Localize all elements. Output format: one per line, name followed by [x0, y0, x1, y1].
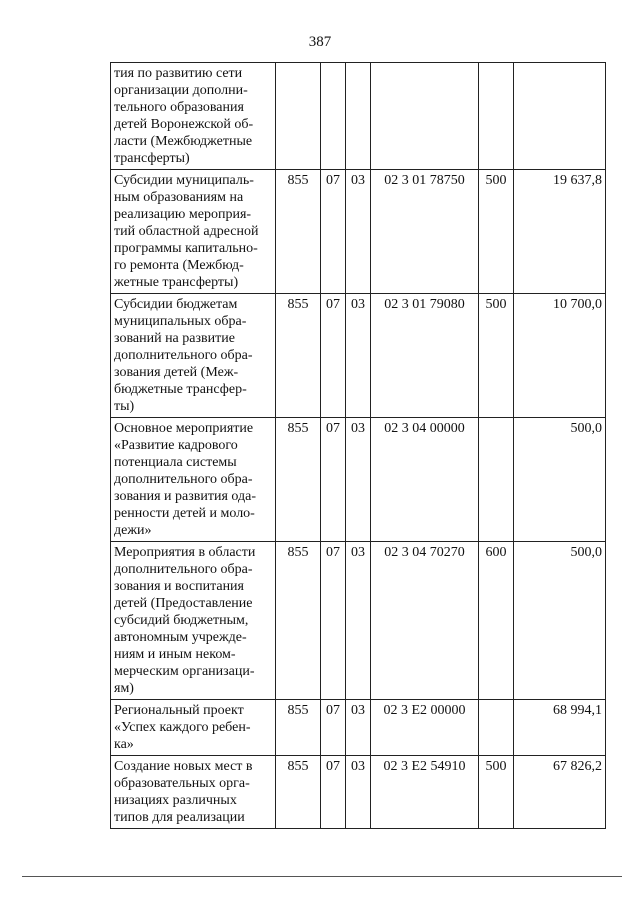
- target-article-cell: 02 3 E2 54910: [371, 756, 479, 829]
- grbs-cell: 855: [276, 294, 321, 418]
- item-name-line: трансферты): [114, 151, 190, 166]
- item-name-line: зования и развития ода-: [114, 489, 256, 504]
- item-name-cell: [111, 756, 276, 829]
- item-name-line: образовательных орга-: [114, 776, 250, 791]
- item-name-line: «Развитие кадрового: [114, 438, 238, 453]
- page-bottom-rule: [22, 876, 622, 877]
- subsection-cell: [346, 63, 371, 170]
- item-name-line: Мероприятия в области: [114, 545, 256, 560]
- table-row: [111, 756, 606, 829]
- item-name-line: зования и воспитания: [114, 579, 244, 594]
- amount-cell: 19 637,8: [514, 170, 606, 294]
- item-name-line: дополнительного обра-: [114, 562, 253, 577]
- section-cell: 07: [321, 700, 346, 756]
- expense-type-cell: [479, 63, 514, 170]
- section-cell: 07: [321, 418, 346, 542]
- grbs-cell: 855: [276, 418, 321, 542]
- section-cell: 07: [321, 756, 346, 829]
- item-name-line: низациях различных: [114, 793, 237, 808]
- item-name-line: автономным учрежде-: [114, 630, 247, 645]
- item-name-line: ренности детей и моло-: [114, 506, 255, 521]
- table-row: [111, 63, 606, 170]
- subsection-cell: 03: [346, 700, 371, 756]
- page-number: 387: [308, 34, 332, 50]
- item-name-cell: [111, 294, 276, 418]
- subsection-cell: 03: [346, 542, 371, 700]
- grbs-cell: 855: [276, 700, 321, 756]
- item-name-line: ниям и иным неком-: [114, 647, 236, 662]
- target-article-cell: 02 3 04 00000: [371, 418, 479, 542]
- item-name-line: программы капитально-: [114, 241, 258, 256]
- item-name-line: Региональный проект: [114, 703, 244, 718]
- table-row: [111, 418, 606, 542]
- item-name-line: Субсидии муниципаль-: [114, 173, 254, 188]
- item-name-line: реализацию мероприя-: [114, 207, 252, 222]
- item-name-line: дополнительного обра-: [114, 472, 253, 487]
- item-name-line: зования детей (Меж-: [114, 365, 239, 380]
- grbs-cell: 855: [276, 542, 321, 700]
- item-name-cell: [111, 63, 276, 170]
- item-name-line: ласти (Межбюджетные: [114, 134, 253, 149]
- subsection-cell: 03: [346, 294, 371, 418]
- target-article-cell: 02 3 E2 00000: [371, 700, 479, 756]
- expense-type-cell: 500: [479, 170, 514, 294]
- subsection-cell: 03: [346, 418, 371, 542]
- subsection-cell: 03: [346, 756, 371, 829]
- item-name-line: тия по развитию сети: [114, 66, 243, 81]
- item-name-line: организации дополни-: [114, 83, 248, 98]
- table-row: [111, 700, 606, 756]
- amount-cell: 68 994,1: [514, 700, 606, 756]
- item-name-line: тельного образования: [114, 100, 244, 115]
- item-name-line: ям): [114, 681, 134, 696]
- amount-cell: 500,0: [514, 542, 606, 700]
- item-name-line: зований на развитие: [114, 331, 235, 346]
- amount-cell: 10 700,0: [514, 294, 606, 418]
- target-article-cell: 02 3 04 70270: [371, 542, 479, 700]
- item-name-line: «Успех каждого ребен-: [114, 720, 251, 735]
- budget-table: [110, 62, 606, 829]
- table-row: [111, 542, 606, 700]
- item-name-cell: [111, 170, 276, 294]
- amount-cell: 67 826,2: [514, 756, 606, 829]
- item-name-line: тий областной адресной: [114, 224, 259, 239]
- item-name-cell: [111, 542, 276, 700]
- grbs-cell: 855: [276, 170, 321, 294]
- expense-type-cell: 500: [479, 294, 514, 418]
- item-name-line: детей (Предоставление: [114, 596, 253, 611]
- item-name-cell: [111, 418, 276, 542]
- item-name-line: ты): [114, 399, 135, 414]
- item-name-line: типов для реализации: [114, 810, 245, 825]
- target-article-cell: 02 3 01 78750: [371, 170, 479, 294]
- item-name-cell: [111, 700, 276, 756]
- table-body: [111, 63, 606, 829]
- item-name-line: потенциала системы: [114, 455, 237, 470]
- item-name-line: жетные трансферты): [114, 275, 239, 290]
- expense-type-cell: 600: [479, 542, 514, 700]
- item-name-line: Основное мероприятие: [114, 421, 254, 436]
- item-name-line: Создание новых мест в: [114, 759, 253, 774]
- section-cell: [321, 63, 346, 170]
- expense-type-cell: [479, 418, 514, 542]
- target-article-cell: [371, 63, 479, 170]
- table-row: [111, 170, 606, 294]
- item-name-line: ным образованиям на: [114, 190, 244, 205]
- item-name-line: го ремонта (Межбюд-: [114, 258, 244, 273]
- subsection-cell: 03: [346, 170, 371, 294]
- expense-type-cell: [479, 700, 514, 756]
- expense-type-cell: 500: [479, 756, 514, 829]
- grbs-cell: 855: [276, 756, 321, 829]
- target-article-cell: 02 3 01 79080: [371, 294, 479, 418]
- grbs-cell: [276, 63, 321, 170]
- amount-cell: 500,0: [514, 418, 606, 542]
- item-name-line: ка»: [114, 737, 134, 752]
- item-name-line: субсидий бюджетным,: [114, 613, 249, 628]
- section-cell: 07: [321, 542, 346, 700]
- item-name-line: мерческим организаци-: [114, 664, 255, 679]
- item-name-line: Субсидии бюджетам: [114, 297, 238, 312]
- item-name-line: дежи»: [114, 523, 152, 538]
- section-cell: 07: [321, 294, 346, 418]
- item-name-line: детей Воронежской об-: [114, 117, 254, 132]
- item-name-line: дополнительного обра-: [114, 348, 253, 363]
- item-name-line: муниципальных обра-: [114, 314, 247, 329]
- amount-cell: [514, 63, 606, 170]
- table-row: [111, 294, 606, 418]
- item-name-line: бюджетные трансфер-: [114, 382, 247, 397]
- section-cell: 07: [321, 170, 346, 294]
